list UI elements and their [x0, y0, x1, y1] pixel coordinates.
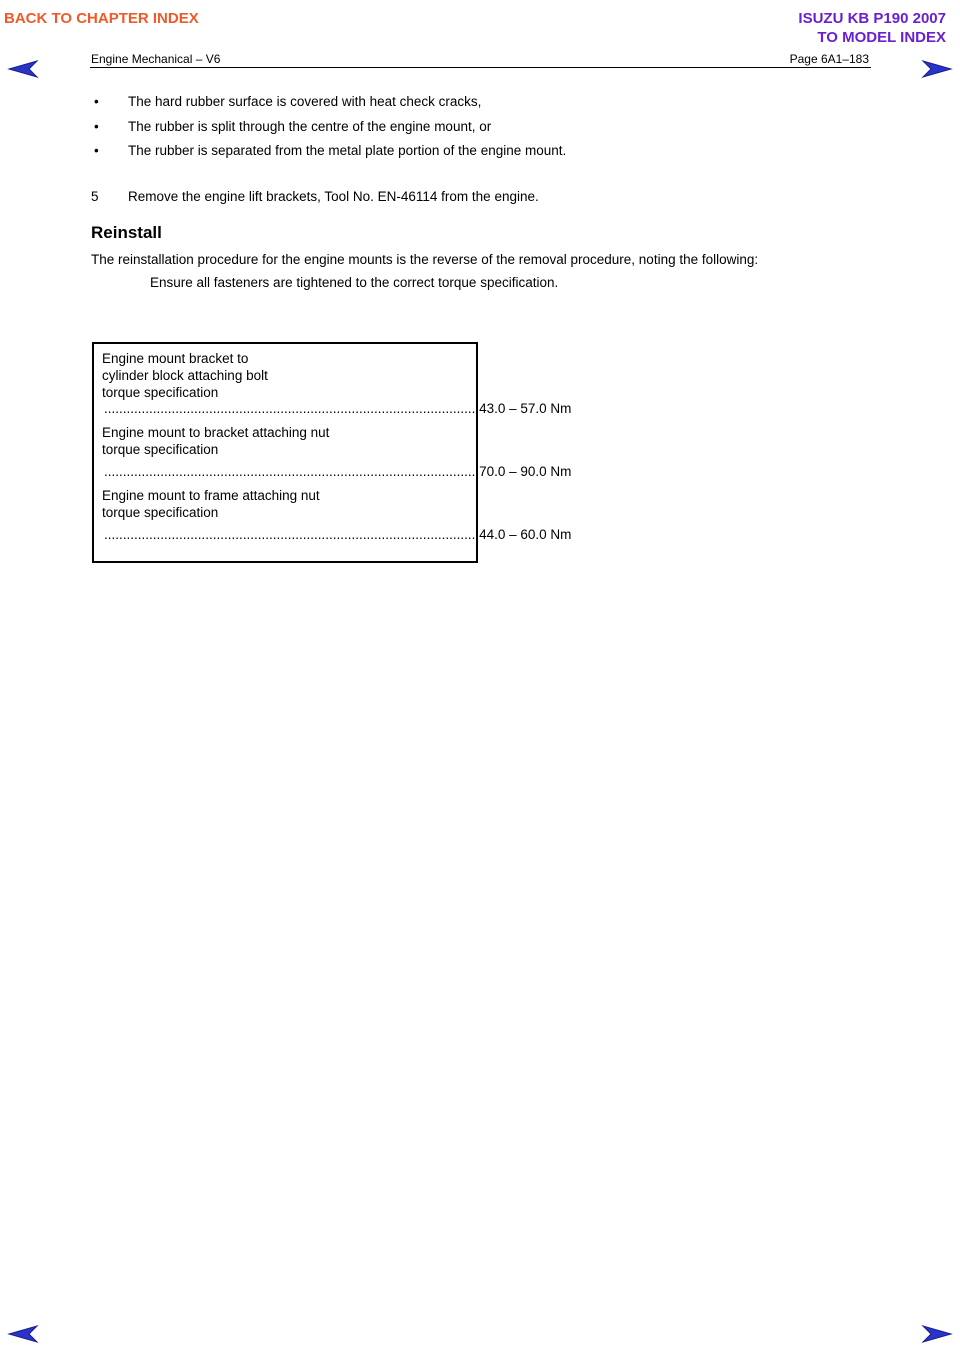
spec-label-line: torque specification	[102, 505, 219, 520]
step-number: 5	[91, 189, 99, 204]
to-model-index-link[interactable]: TO MODEL INDEX	[817, 29, 946, 46]
left-arrow-icon[interactable]	[8, 60, 38, 78]
bullet-marker: •	[94, 143, 99, 158]
spec-value-row	[104, 526, 572, 543]
spec-value: 44.0 – 60.0 Nm	[479, 527, 572, 542]
header-rule	[90, 67, 871, 68]
page-number: Page 6A1–183	[789, 52, 869, 66]
left-arrow-icon[interactable]	[8, 1325, 38, 1343]
dot-leader: ....................................................................................................	[104, 401, 480, 416]
spec-label-line: Engine mount bracket to	[102, 351, 249, 366]
section-heading: Reinstall	[91, 223, 162, 242]
step-text: Remove the engine lift brackets, Tool No. EN-46114 from the engine.	[128, 189, 539, 204]
bullet-item: The hard rubber surface is covered with heat check cracks,	[128, 94, 482, 109]
bullet-marker: •	[94, 94, 99, 109]
dot-leader: ....................................................................................................	[104, 527, 480, 542]
spec-label-line: torque specification	[102, 385, 219, 400]
spec-label-line: Engine mount to bracket attaching nut	[102, 425, 330, 440]
right-arrow-icon[interactable]	[922, 60, 952, 78]
right-arrow-icon[interactable]	[922, 1325, 952, 1343]
spec-value-row	[104, 400, 572, 417]
reinstall-intro: The reinstallation procedure for the engine mounts is the reverse of the removal procedure, noting the following:	[91, 252, 759, 267]
bullet-item: The rubber is split through the centre of the engine mount, or	[128, 119, 492, 134]
spec-value-row	[104, 463, 572, 480]
spec-value: 43.0 – 57.0 Nm	[479, 401, 572, 416]
spec-label-line: torque specification	[102, 442, 219, 457]
spec-label-line: Engine mount to frame attaching nut	[102, 488, 320, 503]
spec-value: 70.0 – 90.0 Nm	[479, 464, 572, 479]
torque-spec-box	[92, 342, 572, 563]
spec-label-line: cylinder block attaching bolt	[102, 368, 268, 383]
model-title-link[interactable]: ISUZU KB P190 2007	[798, 10, 946, 27]
dot-leader: ....................................................................................................	[104, 464, 480, 479]
reinstall-note: Ensure all fasteners are tightened to the correct torque specification.	[150, 275, 559, 290]
section-header: Engine Mechanical – V6	[91, 52, 221, 66]
bullet-marker: •	[94, 119, 99, 134]
bullet-item: The rubber is separated from the metal plate portion of the engine mount.	[128, 143, 567, 158]
back-to-chapter-index-link[interactable]: BACK TO CHAPTER INDEX	[4, 10, 199, 27]
